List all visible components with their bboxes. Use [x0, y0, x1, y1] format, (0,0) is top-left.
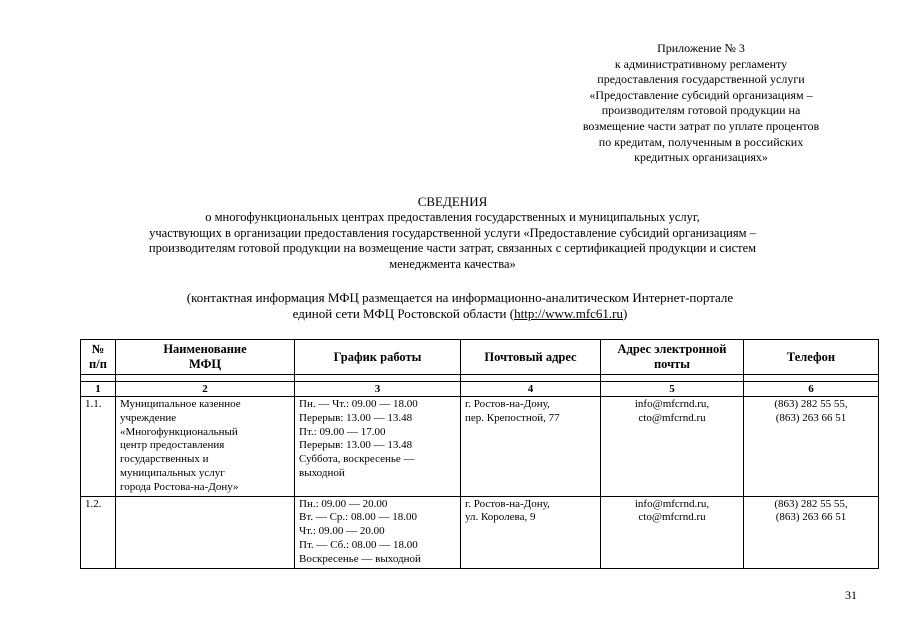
appendix-line: кредитных организациях» [634, 150, 768, 165]
appendix-line: по кредитам, полученным в российских [598, 134, 804, 149]
row-email: info@mfcrnd.ru, cto@mfcrnd.ru [601, 397, 744, 497]
note-line: (контактная информация МФЦ размещается на информационно-аналитическом Интернет-портале [186, 290, 734, 305]
header-phone: Телефон [744, 340, 879, 375]
table-header-row [81, 340, 879, 375]
page-number: 31 [845, 588, 857, 602]
column-number: 5 [601, 382, 744, 397]
subtitle-line: о многофункциональных центрах предоставления государственных и муниципальных услуг, [205, 210, 700, 224]
document-subtitle [80, 210, 825, 272]
column-number: 6 [744, 382, 879, 397]
subtitle-line: менеджмента качества» [389, 256, 516, 271]
document-title: СВЕДЕНИЯ [417, 194, 488, 209]
header-address: Почтовый адрес [461, 340, 601, 375]
table-row [81, 496, 879, 568]
note-suffix: ) [623, 306, 628, 321]
mfc-table [80, 339, 879, 569]
row-name [116, 496, 295, 568]
header-email: Адрес электронной почты [601, 340, 744, 375]
appendix-header [545, 41, 857, 166]
row-address: г. Ростов-на-Дону, ул. Королева, 9 [461, 496, 601, 568]
appendix-line: производителям готовой продукции на [601, 103, 801, 118]
column-number-row [81, 382, 879, 397]
column-number: 4 [461, 382, 601, 397]
table-row [81, 397, 879, 497]
column-number: 3 [295, 382, 461, 397]
header-name: Наименование МФЦ [116, 340, 295, 375]
row-phone: (863) 282 55 55, (863) 263 66 51 [744, 496, 879, 568]
note-prefix: единой сети МФЦ Ростовской области ( [292, 306, 515, 321]
row-address: г. Ростов-на-Дону, пер. Крепостной, 77 [461, 397, 601, 497]
appendix-line: Приложение № 3 [657, 41, 745, 55]
mfc-portal-link[interactable]: http://www.mfc61.ru [514, 306, 624, 321]
header-schedule: График работы [295, 340, 461, 375]
appendix-line: «Предоставление субсидий организациям – [589, 87, 813, 102]
row-num: 1.2. [81, 496, 116, 568]
appendix-line: возмещение части затрат по уплате процентов [582, 118, 820, 133]
column-number: 2 [116, 382, 295, 397]
row-name: Муниципальное казенное учреждение «Многофункциональный центр предоставления государственных и муниципальных услуг города Ростова-на-Дону» [116, 397, 295, 497]
contact-note [120, 290, 800, 322]
note-line [120, 306, 800, 322]
appendix-line: предоставления государственной услуги [597, 72, 805, 87]
appendix-line: к административному регламенту [614, 56, 788, 71]
row-email: info@mfcrnd.ru, cto@mfcrnd.ru [601, 496, 744, 568]
column-number: 1 [81, 382, 116, 397]
row-num: 1.1. [81, 397, 116, 497]
subtitle-line: производителям готовой продукции на возмещение части затрат, связанных с сертификацией продукции и систем [148, 241, 757, 255]
row-schedule: Пн.: 09.00 — 20.00 Вт. — Ср.: 08.00 — 18.00 Чт.: 09.00 — 20.00 Пт. — Сб.: 08.00 — 18.00 Воскресенье — выходной [295, 496, 461, 568]
header-num: № п/п [81, 340, 116, 375]
row-schedule: Пн. — Чт.: 09.00 — 18.00 Перерыв: 13.00 — 13.48 Пт.: 09.00 — 17.00 Перерыв: 13.00 — 13.48 Суббота, воскресенье — выходной [295, 397, 461, 497]
subtitle-line: участвующих в организации предоставления государственной услуги «Предоставление субсидий организациям – [149, 225, 756, 240]
table-spacer-row [81, 375, 879, 382]
row-phone: (863) 282 55 55, (863) 263 66 51 [744, 397, 879, 497]
